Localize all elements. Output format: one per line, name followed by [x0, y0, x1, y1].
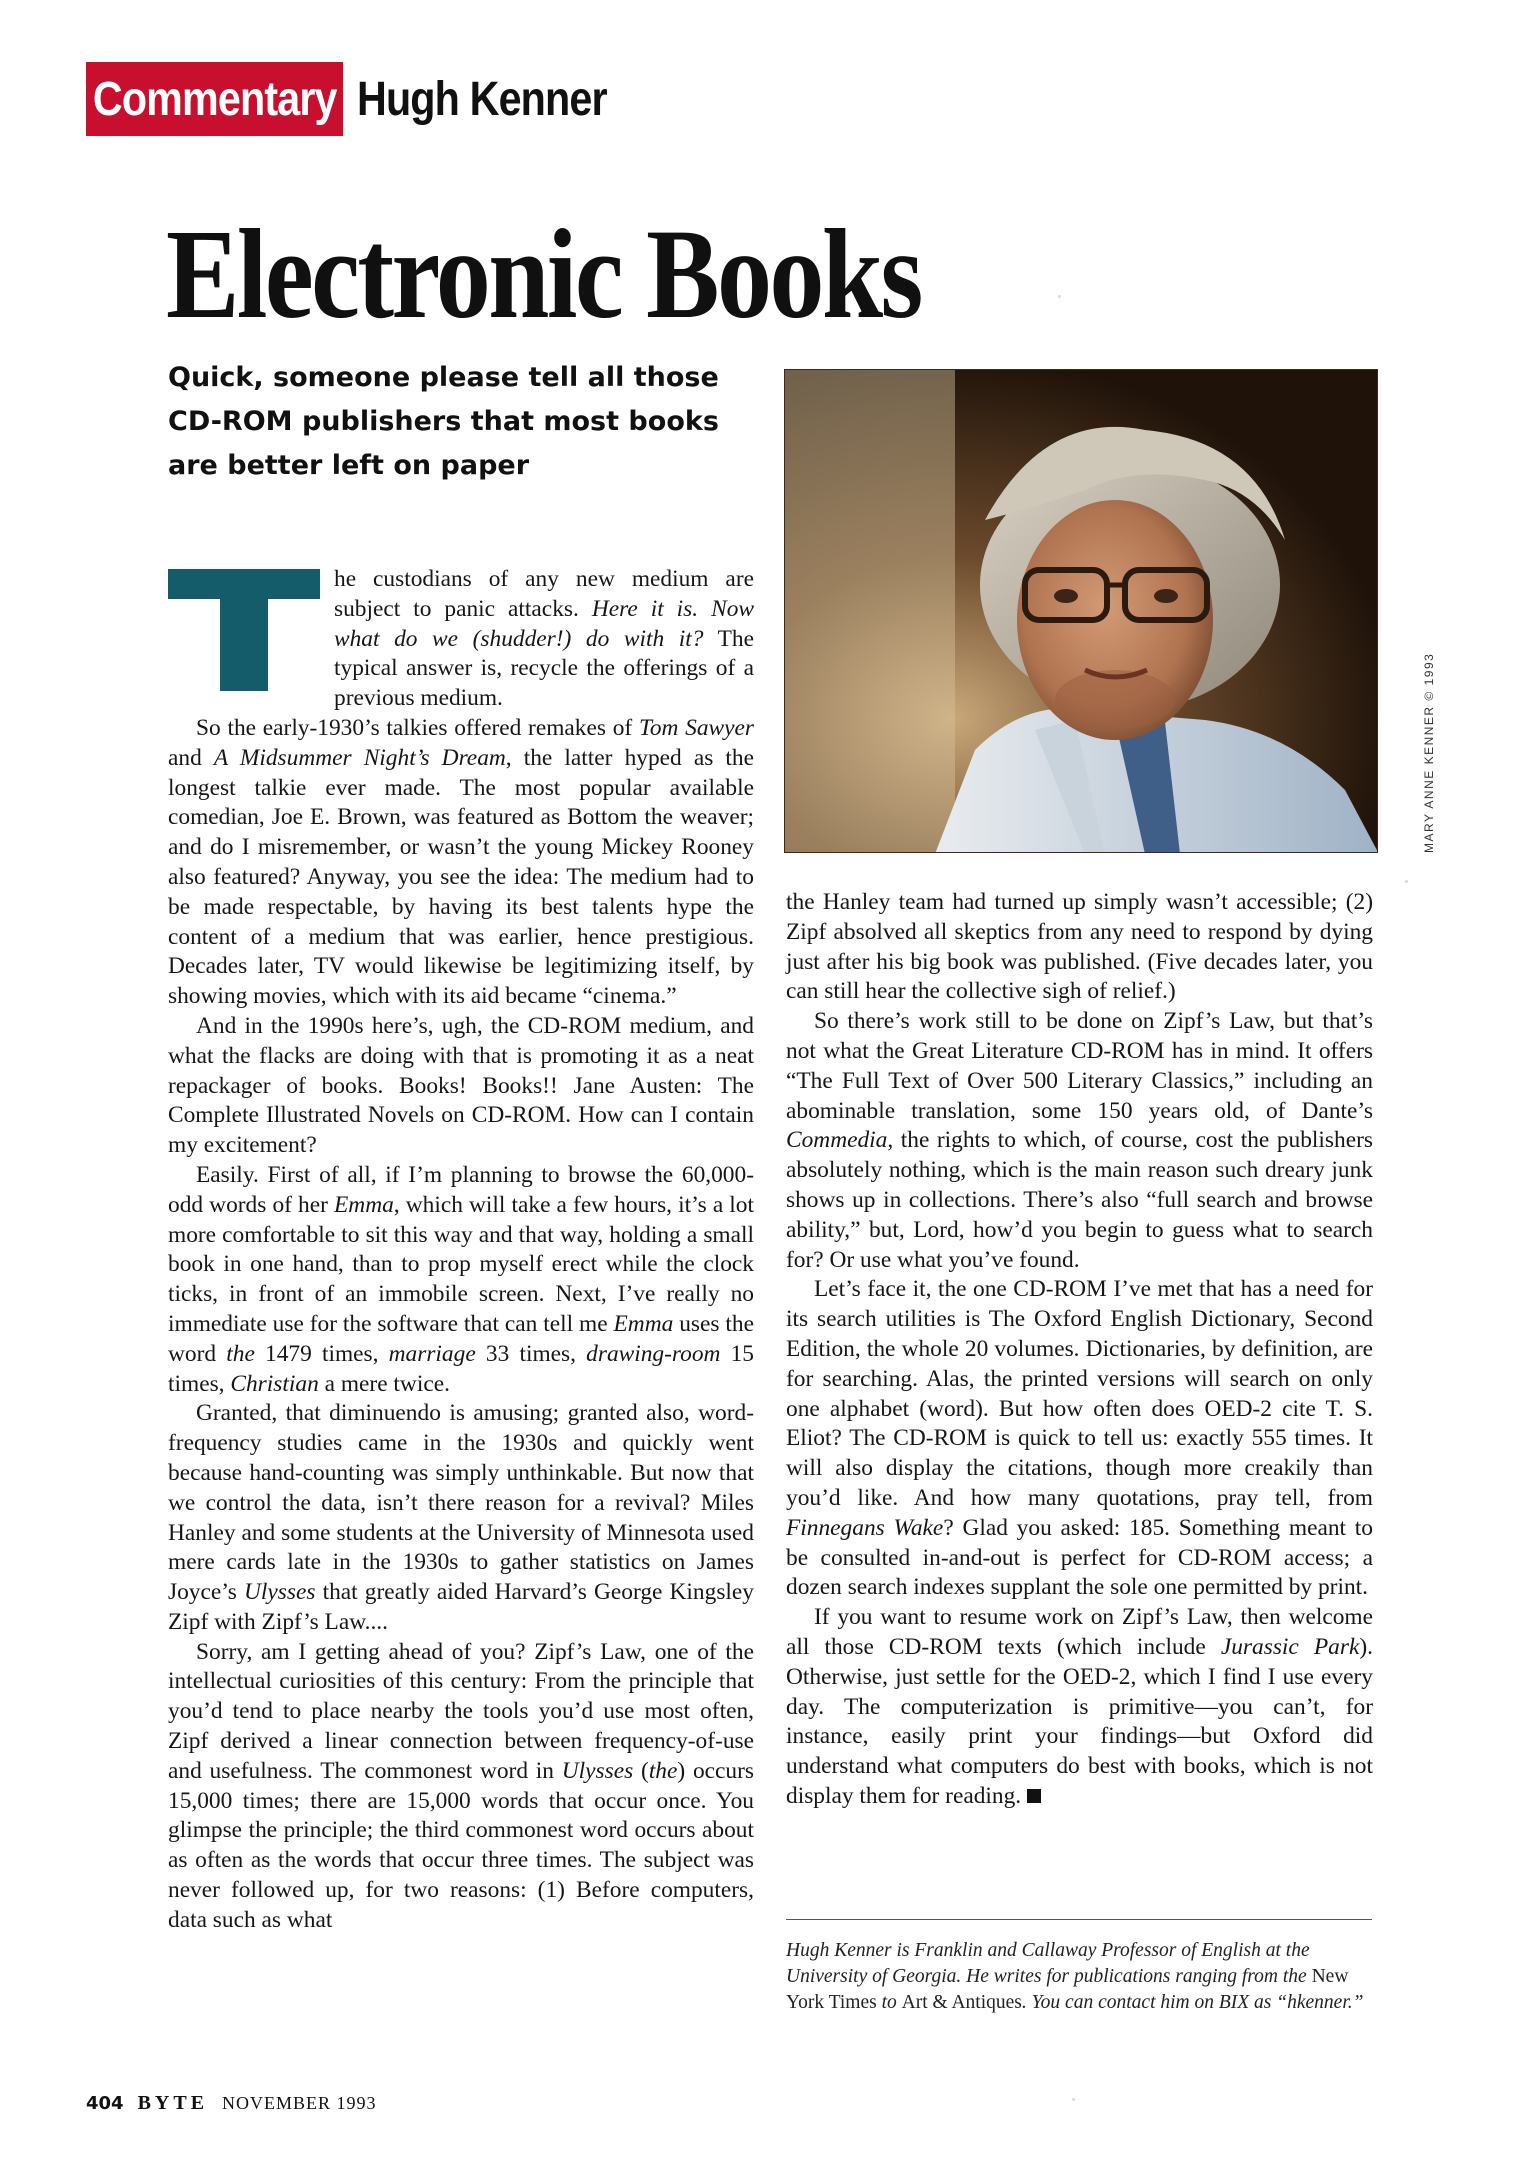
drop-cap — [168, 565, 320, 691]
paragraph: Granted, that diminuendo is amusing; granted also, word-frequency studies came in the 1930s and quickly went because hand-counting was simply unthinkable. But now that we control the data, isn’t there reason for a revival? Miles Hanley and some students at the University of Minnesota used mere cards late in the 1930s to gather statistics on James Joyce’s Ulysses that greatly aided Harvard’s George Kingsley Zipf with Zipf’s Law.... — [168, 1400, 754, 1635]
paragraph: the Hanley team had turned up simply wasn’t accessible; (2) Zipf absolved all skeptics from any need to respond by dying just after his big book was published. (Five decades later, you can still hear the collective sigh of relief.) — [786, 889, 1373, 1005]
byline: Hugh Kenner — [357, 72, 608, 126]
publication-name: Art & Antiques — [901, 1992, 1022, 2013]
article-title: Electronic Books — [166, 203, 921, 345]
magazine-name: BYTE — [137, 2092, 209, 2114]
publication-name: New York Times — [786, 1966, 1349, 2013]
author-bio: Hugh Kenner is Franklin and Callaway Professor of English at the University of Georgia. He writes for publications ranging from the New York Times to Art & Antiques. You can contact him on BIX as “hkenner.” — [786, 1940, 1364, 2013]
issue-date: NOVEMBER 1993 — [222, 2093, 377, 2113]
paragraph: Sorry, am I getting ahead of you? Zipf’s Law, one of the intellectual curiosities of this century: From the principle that you’d tend to place nearby the tools you’d use most often, Zipf derived a linear connection between frequency-of-use and usefulness. The commonest word in Ulysses (the) occurs 15,000 times; there are 15,000 words that occur once. You glimpse the principle; the third commonest word occurs about as often as the words that occur three times. The subject was never followed up, for two reasons: (1) Before computers, data such as what — [168, 1638, 755, 1933]
page-number: 404 — [86, 2093, 124, 2114]
paragraph: If you want to resume work on Zipf’s Law, then welcome all those CD-ROM texts (which include Jurassic Park). Otherwise, just settle for the OED-2, which I find I use every day. The computerization is primitive—you can’t, for instance, easily print your findings—but Oxford did understand what computers do best with books, which is not display them for reading. — [786, 1604, 1374, 1809]
photo-credit: MARY ANNE KENNER © 1993 — [1422, 652, 1436, 853]
paragraph: he custodians of any new medium are subject to panic attacks. Here it is. Now what do we (shudder!) do with it? The typical answer is, recycle the offerings of a previous medium. — [168, 565, 754, 714]
page-footer — [86, 2092, 377, 2115]
section-tag: Commentary — [86, 62, 344, 136]
paragraph: Easily. First of all, if I’m planning to browse the 60,000-odd words of her Emma, which will take a few hours, it’s a lot more comfortable to sit this way and that way, holding a small book in one hand, than to prop myself erect while the clock ticks, in front of an immobile screen. Next, I’ve really no immediate use for the software that can tell me Emma uses the word the 1479 times, marriage 33 times, drawing-room 15 times, Christian a mere twice. — [168, 1161, 754, 1397]
speck — [1405, 880, 1408, 883]
article-column-left — [168, 565, 754, 1936]
end-mark — [1027, 1789, 1041, 1803]
speck — [1058, 295, 1061, 298]
bio-divider — [786, 1919, 1372, 1920]
paragraph: And in the 1990s here’s, ugh, the CD-ROM medium, and what the flacks are doing with that is promoting it as a neat repackager of books. Books! Books!! Jane Austen: The Complete Illustrated Novels on CD-ROM. How can I contain my excitement? — [168, 1012, 754, 1159]
paragraph: So there’s work still to be done on Zipf’s Law, but that’s not what the Great Literature CD-ROM has in mind. It offers “The Full Text of Over 500 Literary Classics,” including an abominable translation, some 150 years old, of Dante’s Commedia, the rights to which, of course, cost the publishers absolutely nothing, which is the main reason such dreary junk shows up in collections. There’s also “full search and browse ability,” but, Lord, how’d you begin to guess what to search for? Or use what you’ve found. — [786, 1008, 1373, 1273]
speck — [1072, 2098, 1075, 2101]
author-photo — [784, 369, 1378, 853]
paragraph: Let’s face it, the one CD-ROM I’ve met that has a need for its search utilities is The Oxford English Dictionary, Second Edition, the whole 20 volumes. Dictionaries, by definition, are for searching. Alas, the printed versions will search on only one alphabet (word). But how often does OED-2 cite T. S. Eliot? The CD-ROM is quick to tell us: exactly 555 times. It will also display the citations, though more creakily than you’d like. And how many quotations, pray tell, from Finnegans Wake? Glad you asked: 185. Something meant to be consulted in-and-out is perfect for CD-ROM access; a dozen search indexes supplant the sole one permitted by print. — [786, 1276, 1373, 1601]
paragraph: So the early-1930’s talkies offered remakes of Tom Sawyer and A Midsummer Night’s Dream, the latter hyped as the longest talkie ever made. The most popular available comedian, Joe E. Brown, was featured as Bottom the weaver; and do I misremember, or wasn’t the young Mickey Rooney also featured? Anyway, you see the idea: The medium had to be made respectable, by having its best talents hype the content of a medium that was earlier, hence prestigious. Decades later, TV would likewise be legitimizing itself, by showing movies, which with its aid became “cinema.” — [168, 714, 755, 1010]
kicker — [86, 62, 648, 136]
article-deck: Quick, someone please tell all those CD-ROM publishers that most books are better left on paper — [168, 362, 719, 481]
article-column-right — [786, 888, 1373, 1812]
